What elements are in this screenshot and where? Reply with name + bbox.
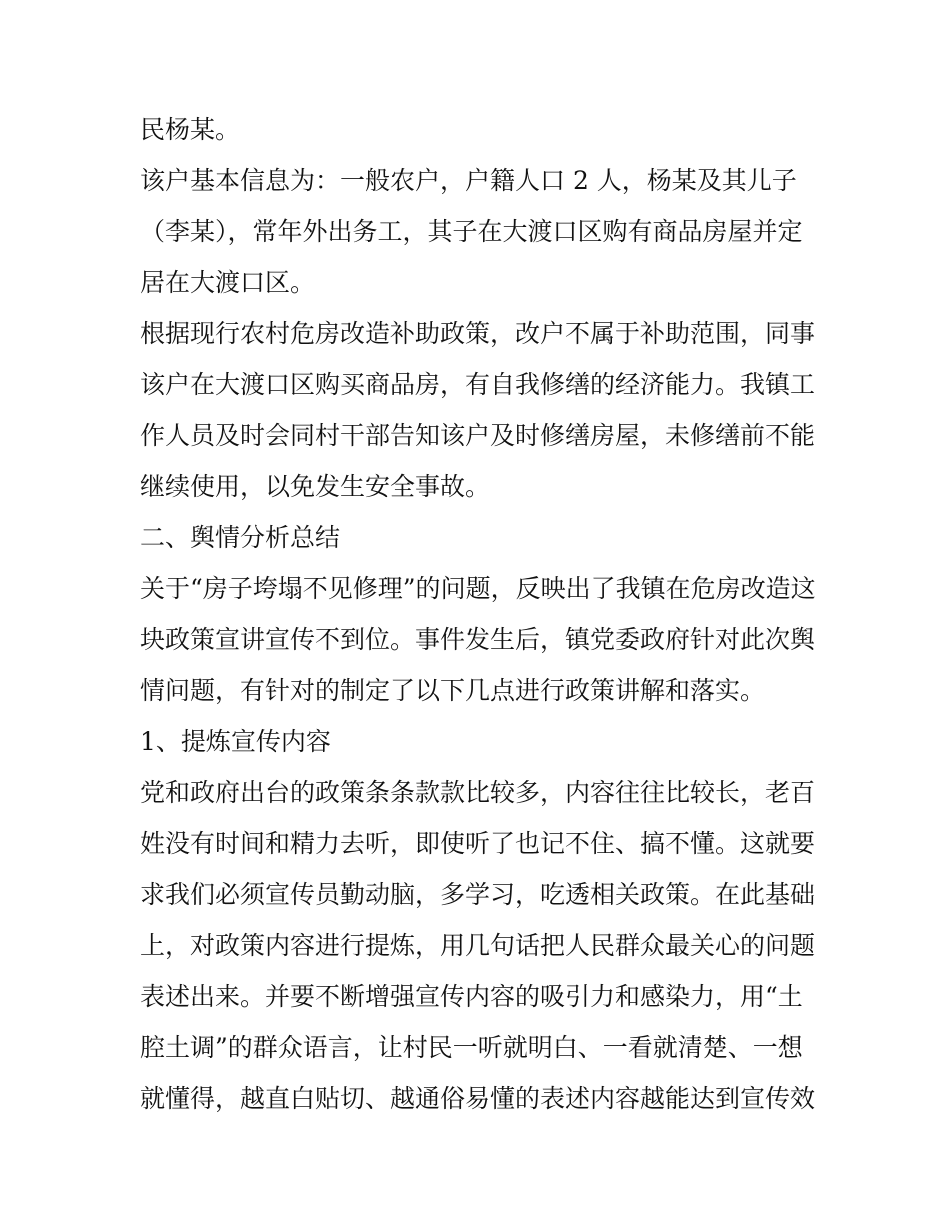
text-line: 该户在大渡口区购买商品房，有自我修缮的经济能力。我镇工 [140, 370, 816, 399]
text-line: 上，对政策内容进行提炼，用几句话把人民群众最关心的问题 [140, 931, 816, 960]
text-line: 块政策宣讲宣传不到位。事件发生后，镇党委政府针对此次舆 [140, 625, 816, 654]
text-line: 党和政府出台的政策条条款款比较多，内容往往比较长，老百 [140, 778, 816, 807]
text-line: 姓没有时间和精力去听，即使听了也记不住、搞不懂。这就要 [140, 829, 816, 858]
text-line: 作人员及时会同村干部告知该户及时修缮房屋，未修缮前不能 [140, 421, 816, 450]
text-line: 该户基本信息为：一般农户，户籍人口 2 人，杨某及其儿子 [140, 166, 797, 195]
text-line: 居在大渡口区。 [140, 268, 316, 297]
text-line: 民杨某。 [140, 115, 241, 144]
text-line: 求我们必须宣传员勤动脑，多学习，吃透相关政策。在此基础 [140, 880, 816, 909]
subsection-heading: 1、提炼宣传内容 [140, 727, 331, 756]
text-line: （李某），常年外出务工，其子在大渡口区购有商品房屋并定 [140, 217, 803, 246]
text-line: 根据现行农村危房改造补助政策，改户不属于补助范围，同事 [140, 319, 816, 348]
document-body [140, 104, 820, 1124]
text-line: 继续使用，以免发生安全事故。 [140, 472, 491, 501]
text-line: 就懂得，越直白贴切、越通俗易懂的表述内容越能达到宣传效 [140, 1084, 816, 1113]
text-line: 腔土调”的群众语言，让村民一听就明白、一看就清楚、一想 [140, 1033, 803, 1062]
text-line: 关于“房子垮塌不见修理”的问题，反映出了我镇在危房改造这 [140, 574, 816, 603]
section-heading: 二、舆情分析总结 [140, 523, 341, 552]
text-line: 情问题，有针对的制定了以下几点进行政策讲解和落实。 [140, 676, 766, 705]
text-line: 表述出来。并要不断增强宣传内容的吸引力和感染力，用“土 [140, 982, 803, 1011]
